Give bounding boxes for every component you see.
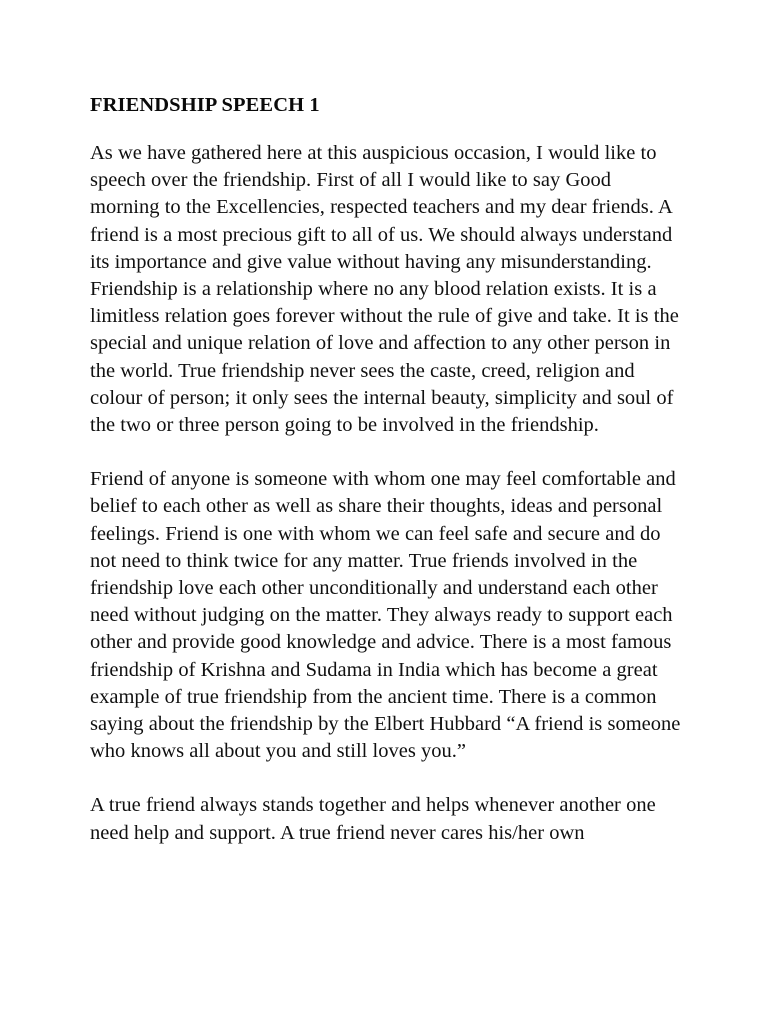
- paragraph-3: A true friend always stands together and helps whenever another one need help and support. A true friend never cares his/her own: [90, 794, 656, 844]
- document-body: [90, 92, 684, 847]
- paragraph-1: As we have gathered here at this auspicious occasion, I would like to speech over the friendship. First of all I would like to say Good morning to the Excellencies, respected teachers and my dear friends. A friend is a most precious gift to all of us. We should always understand its importance and give value without having any misunderstanding. Friendship is a relationship where no any blood relation exists. It is a limitless relation goes forever without the rule of give and take. It is the special and unique relation of love and affection to any other person in the world. True friendship never sees the caste, creed, religion and colour of person; it only sees the internal beauty, simplicity and soul of the two or three person going to be involved in the friendship.: [90, 142, 679, 437]
- paragraph-2: Friend of anyone is someone with whom one may feel comfortable and belief to each other as well as share their thoughts, ideas and personal feelings. Friend is one with whom we can feel safe and secure and do not need to think twice for any matter. True friends involved in the friendship love each other unconditionally and understand each other need without judging on the matter. They always ready to support each other and provide good knowledge and advice. There is a most famous friendship of Krishna and Sudama in India which has become a great example of true friendship from the ancient time. There is a common saying about the friendship by the Elbert Hubbard “A friend is someone who knows all about you and still loves you.”: [90, 468, 681, 763]
- page-title: FRIENDSHIP SPEECH 1: [90, 94, 320, 116]
